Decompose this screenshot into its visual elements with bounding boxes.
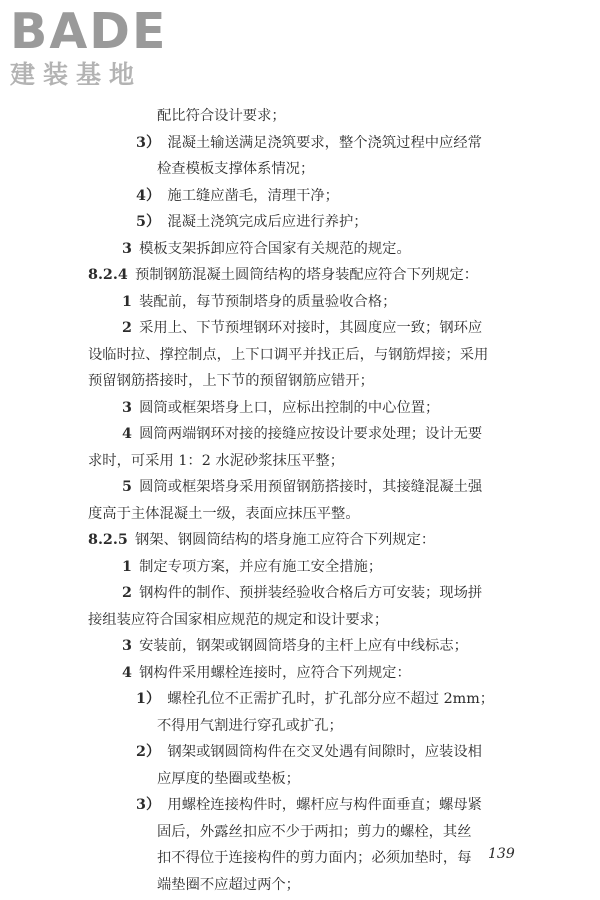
text-line [88, 607, 534, 634]
clause-number: 3） [136, 797, 161, 813]
clause-text: 钢构件采用螺栓连接时，应符合下列规定： [139, 664, 411, 681]
clause-text: 钢构件的制作、预拼装经验收合格后方可安装；现场拼 [139, 585, 483, 601]
clause-text: 圆筒或框架塔身上口，应标出控制的中心位置； [139, 399, 440, 416]
logo-brand: BADE [10, 3, 168, 60]
clause-text: 预留钢筋搭接时，上下节的预留钢筋应错开； [88, 373, 374, 389]
clause-text: 求时，可采用 1：2 水泥砂浆抹压平整； [88, 452, 345, 469]
clause-number: 2 [122, 320, 132, 336]
clause-text: 固后，外露丝扣应不少于两扣；剪力的螺栓，其丝 [157, 823, 472, 840]
text-line [88, 713, 534, 740]
clause-text: 钢架或钢圆筒构件在交叉处遇有间隙时，应装设相 [167, 744, 482, 760]
clause-number: 2） [136, 744, 161, 760]
text-line [88, 633, 534, 660]
text-line [88, 262, 534, 289]
clause-text: 应厚度的垫圈或垫板； [157, 770, 300, 787]
clause-text: 配比符合设计要求； [157, 108, 286, 124]
clause-text: 模板支架拆卸应符合国家有关规范的规定。 [139, 240, 411, 257]
clause-text: 不得用气割进行穿孔或扩孔； [157, 717, 343, 734]
clause-text: 施工缝应凿毛，清理干净； [167, 187, 339, 204]
text-line [88, 315, 534, 342]
clause-text: 接组装应符合国家相应规范的规定和设计要求； [88, 611, 389, 628]
logo-subtitle: 建装基地 [10, 60, 143, 89]
page-number: 139 [488, 846, 515, 862]
clause-number: 3 [122, 638, 132, 654]
text-line [88, 792, 534, 819]
clause-text: 安装前，钢架或钢圆筒塔身的主杆上应有中线标志； [139, 638, 468, 654]
clause-text: 装配前，每节预制塔身的质量验收合格； [139, 293, 397, 310]
clause-text: 预制钢筋混凝土圆筒结构的塔身装配应符合下列规定： [134, 267, 479, 283]
clause-text: 钢架、钢圆筒结构的塔身施工应符合下列规定： [134, 532, 436, 548]
clause-number: 1） [136, 691, 161, 707]
text-line [88, 845, 534, 872]
text-line [88, 209, 534, 236]
clause-number: 3 [122, 399, 132, 416]
text-line [88, 554, 534, 581]
text-line [88, 739, 534, 766]
text-line [88, 103, 534, 130]
text-line [88, 130, 534, 157]
clause-text: 混凝土输送满足浇筑要求，整个浇筑过程中应经常 [167, 134, 482, 151]
text-line [88, 474, 534, 501]
text-line [88, 368, 534, 395]
text-line [88, 872, 534, 899]
clause-number: 1 [122, 558, 132, 575]
clause-number: 8.2.5 [88, 532, 128, 548]
text-line [88, 448, 534, 475]
clause-number: 4 [122, 664, 132, 681]
clause-text: 制定专项方案，并应有施工安全措施； [139, 558, 383, 575]
clause-text: 用螺栓连接构件时，螺杆应与构件面垂直；螺母紧 [167, 797, 482, 813]
text-line [88, 580, 534, 607]
clause-number: 8.2.4 [88, 267, 128, 283]
clause-text: 扣不得位于连接构件的剪力面内；必须加垫时，每 [157, 850, 472, 866]
text-line [88, 236, 534, 263]
text-line [88, 395, 534, 422]
clause-number: 4） [136, 187, 161, 204]
clause-number: 2 [122, 585, 132, 601]
bade-logo [10, 3, 168, 90]
clause-number: 1 [122, 293, 132, 310]
clause-text: 螺栓孔位不正需扩孔时，扩孔部分应不超过 2mm； [167, 691, 495, 707]
text-line [88, 527, 534, 554]
text-line [88, 289, 534, 316]
clause-text: 检查模板支撑体系情况； [157, 161, 315, 177]
text-line [88, 183, 534, 210]
clause-text: 圆筒两端钢环对接的接缝应按设计要求处理；设计无要 [139, 426, 483, 442]
clause-text: 圆筒或框架塔身采用预留钢筋搭接时，其接缝混凝土强 [139, 479, 483, 495]
clause-number: 4 [122, 426, 132, 442]
clause-number: 3 [122, 240, 132, 257]
text-line [88, 156, 534, 183]
text-line [88, 686, 534, 713]
text-line [88, 342, 534, 369]
text-line [88, 766, 534, 793]
clause-text: 度高于主体混凝土一级，表面应抹压平整。 [88, 505, 360, 522]
clause-number: 5 [122, 479, 132, 495]
clause-text: 采用上、下节预埋钢环对接时，其圆度应一致；钢环应 [139, 320, 483, 336]
text-line [88, 501, 534, 528]
document-body [88, 103, 534, 898]
clause-number: 5） [136, 214, 161, 230]
clause-number: 3） [136, 134, 161, 151]
clause-text: 端垫圈不应超过两个； [157, 876, 300, 893]
text-line [88, 421, 534, 448]
clause-text: 混凝土浇筑完成后应进行养护； [167, 214, 368, 230]
text-line [88, 660, 534, 687]
clause-text: 设临时拉、撑控制点，上下口调平并找正后，与钢筋焊接；采用 [88, 346, 489, 363]
text-line [88, 819, 534, 846]
